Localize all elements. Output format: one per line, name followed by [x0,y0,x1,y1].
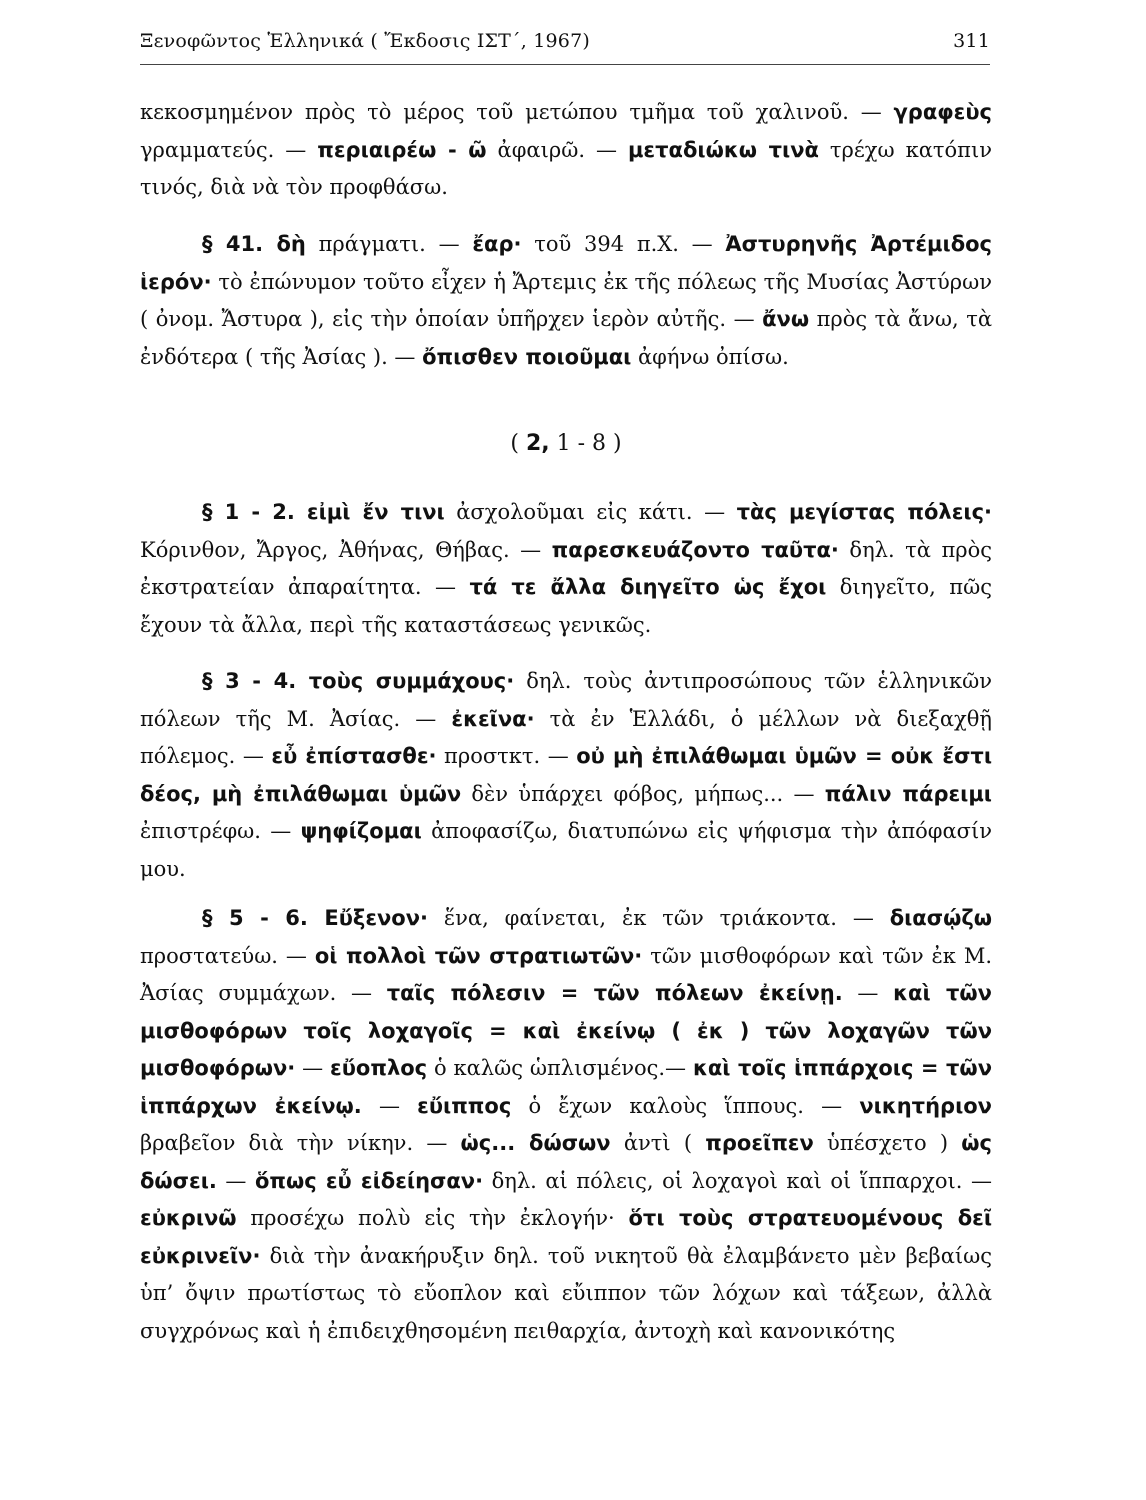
gloss-text: δὲν ὑπάρχει φόβος, μήπως... — [461,781,825,806]
paragraph-section-41 [140,226,992,376]
gloss-text: — [216,1168,255,1193]
running-header [140,30,990,58]
header-title: Ξενοφῶντος Ἑλληνικά ( Ἔκδοσις ΙΣΤ΄, 1967) [140,30,590,52]
gloss-text: ἀφαιρῶ. — [486,137,628,162]
gloss-text: δηλ. αἱ πόλεις, οἱ λοχαγοὶ καὶ οἱ ἵππαρχοι. — [483,1168,992,1193]
gloss-text: τοῦ 394 π.Χ. — [521,232,726,256]
bold-lemma: πάλιν πάρειμι [824,781,992,806]
gloss-text: κεκοσμημένον πρὸς τὸ μέρος τοῦ μετώπου τμῆμα τοῦ χαλινοῦ. — [140,100,894,124]
bold-lemma: προεῖπεν [705,1131,814,1155]
bold-lemma: ἐκεῖνα· [451,706,535,731]
bold-lemma: καὶ τῶν μισθοφόρων τοῖς λοχαγοῖς = καὶ ἐκείνῳ ( ἐκ ) τῶν λοχαγῶν τῶν μισθοφόρων· [140,981,992,1080]
gloss-text: — [361,1093,418,1118]
bold-lemma: ὅπως εὖ εἰδείησαν· [254,1168,484,1193]
bold-lemma: οὐ μὴ ἐπιλάθωμαι ὑμῶν = οὐκ ἔστι δέος, μὴ ἐπιλάθωμαι ὑμῶν [140,744,993,806]
gloss-text: τὰ ἐν Ἑλλάδι, ὁ μέλλων νὰ διεξαχθῇ πόλεμος. — [140,706,993,768]
bold-lemma: οἱ πολλοὶ τῶν στρατιωτῶν· [314,943,643,968]
bold-lemma: ὡς... δώσων [460,1131,611,1155]
bold-lemma: διασῴζω [889,906,992,930]
bold-lemma: § 5 - 6. Εὔξενον· [202,906,429,930]
bold-lemma: τά τε ἄλλα διηγεῖτο ὡς ἔχοι [469,575,827,599]
gloss-text: βραβεῖον διὰ τὴν νίκην. — [140,1131,461,1155]
bold-lemma: εὐκρινῶ [140,1206,237,1230]
paragraph-section-1-2 [140,494,992,644]
bold-lemma: ὅτι τοὺς στρατευομένους δεῖ εὐκρινεῖν· [140,1206,992,1268]
bold-lemma: ἄνω [762,307,810,331]
section-heading-bold: 2, [525,431,550,456]
bold-lemma: § 3 - 4. τοὺς συμμάχους· [202,669,515,693]
gloss-text: δηλ. τὰ πρὸς ἐκστρατείαν ἀπαραίτητα. — [140,537,992,599]
bold-lemma: γραφεὺς [893,100,992,124]
bold-lemma: παρεσκευάζοντο ταῦτα· [551,537,839,562]
gloss-text: ἐπιστρέφω. — [140,819,301,843]
gloss-text: πρὸς τὰ ἄνω, τὰ ἐνδότερα ( τῆς Ἀσίας ). — [140,307,992,369]
gloss-text: — [295,1056,331,1080]
bold-lemma: ἔαρ· [472,232,522,256]
gloss-text: γραμματεύς. — [140,137,318,162]
bold-lemma: τὰς μεγίστας πόλεις· [736,500,992,524]
gloss-text: — [842,981,894,1005]
bold-lemma: εὔοπλος [330,1056,428,1080]
paragraph-intro [140,94,992,207]
section-heading [140,431,992,456]
bold-lemma: ταῖς πόλεσιν = τῶν πόλεων ἐκείνῃ. [386,981,843,1005]
bold-lemma: εὖ ἐπίστασθε· [271,744,437,768]
gloss-text: δηλ. τοὺς ἀντιπροσώπους τῶν ἑλληνικῶν πόλεων τῆς Μ. Ἀσίας. — [140,669,992,731]
gloss-text: προστατεύω. — [140,943,315,968]
bold-lemma: καὶ τοῖς ἱππάρχοις = τῶν ἱππάρχων ἐκείνῳ. [140,1056,992,1118]
gloss-text: προστκτ. — [436,744,577,768]
gloss-text: Κόρινθον, Ἄργος, Ἀθήνας, Θήβας. — [140,537,552,562]
bold-lemma: Ἀστυρηνῆς Ἀρτέμιδος ἱερόν· [140,232,992,294]
gloss-text: ὁ ἔχων καλοὺς ἵππους. — [511,1093,860,1118]
paragraph-section-5-6 [140,900,992,1350]
section-heading-prefix: ( [510,431,526,456]
gloss-text: ἀποφασίζω, διατυπώνω εἰς ψήφισμα τὴν ἀπόφασίν μου. [140,819,992,881]
gloss-text: ἀντὶ ( [610,1131,706,1155]
section-heading-rest: 1 - 8 ) [549,431,622,456]
bold-lemma: § 1 - 2. εἰμὶ ἔν τινι [202,500,445,524]
page-number: 311 [953,30,990,52]
bold-lemma: μεταδιώκω τινὰ [627,137,819,162]
header-rule [140,64,990,65]
gloss-text: προσέχω πολὺ εἰς τὴν ἐκλογήν· [236,1206,629,1230]
bold-lemma: ψηφίζομαι [300,819,422,843]
bold-lemma: περιαιρέω - ῶ [317,137,487,162]
bold-lemma: ὄπισθεν ποιοῦμαι [422,344,632,369]
gloss-text: τῶν μισθοφόρων καὶ τῶν ἐκ Μ. Ἀσίας συμμάχων. — [140,943,993,1005]
gloss-text: διηγεῖτο, πῶς ἔχουν τὰ ἄλλα, περὶ τῆς καταστάσεως γενικῶς. [140,575,992,637]
gloss-text: πράγματι. — [305,232,473,256]
gloss-text: ἕνα, φαίνεται, ἐκ τῶν τριάκοντα. — [428,906,890,930]
bold-lemma: εὔιππος [417,1093,512,1118]
gloss-text: τρέχω κατόπιν τινός, διὰ νὰ τὸν προφθάσω. [140,137,992,199]
gloss-text: διὰ τὴν ἀνακήρυξιν δηλ. τοῦ νικητοῦ θὰ ἐλαμβάνετο μὲν βεβαίως ὑπ’ ὄψιν πρωτίστως τὸ εὔοπλον καὶ εὔιππον τῶν λόχων καὶ τάξεων, ἀλλὰ συγχρόνως καὶ ἡ ἐπιδειχθησομένη πειθαρχία, ἀντοχὴ καὶ κανονικότης [140,1243,992,1343]
bold-lemma: νικητήριον [859,1093,992,1118]
bold-lemma: ὡς δώσει. [140,1131,992,1193]
gloss-text: ἀσχολοῦμαι εἰς κάτι. — [444,500,737,524]
bold-lemma: § 41. δὴ [202,232,306,256]
gloss-text: ὑπέσχετο ) [813,1131,962,1155]
paragraph-section-3-4 [140,663,992,888]
gloss-text: ὁ καλῶς ὡπλισμένος.— [427,1056,693,1080]
gloss-text: τὸ ἐπώνυμον τοῦτο εἶχεν ἡ Ἄρτεμις ἐκ τῆς πόλεως τῆς Μυσίας Ἀστύρων ( ὀνομ. Ἄστυρα ), εἰς τὴν ὁποίαν ὑπῆρχεν ἱερὸν αὐτῆς. — [140,269,992,331]
gloss-text: ἀφήνω ὀπίσω. [631,344,789,369]
